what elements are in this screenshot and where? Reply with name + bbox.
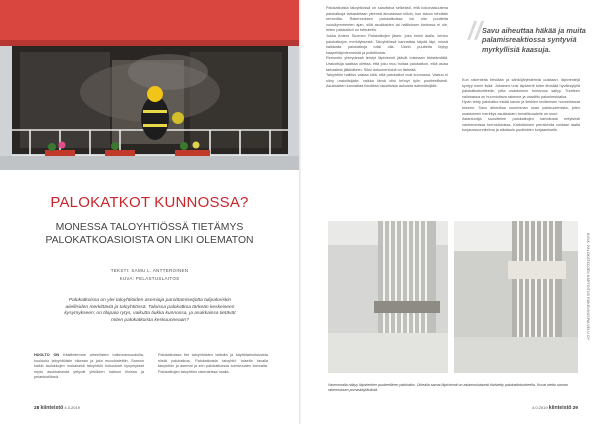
photo-caption: Vasemmalla näkyy läpivientien puutteellinen palokatko. Oikealla samat läpiviennit on asianmukaisesti tiivistetty palokatkotuotteella. Kuvat otettu saman rakennuksen porraskäytävästä. — [328, 383, 568, 392]
folio-left: 28 kiinteistö 4.0.2019 — [34, 405, 80, 411]
body-column-4: Kun rakenteita tehdään ja sähköjärjestelmiä uusitaan, läpivientejä syntyy usein lisää. Jokainen uusi läpivienti tulee tiivistää hyväksytyllä palokatkotuotteella, jotta osastoinnin toimivuus säilyy. Tuotteen valinnassa on huomioitava rakenne ja vaadittu palonkestoaika. Hyvin tehty palokatko estää savun ja liekkien leviämisen huoneistosta toiseen. Savu aiheuttaa suurimman osan palokuolemista, joten osastoinnin merkitys asukkaiden turvallisuudelle on suuri. Asiantuntija suosittelee palokatkojen kartoitusta erityisesti vanhemmissa kerrostaloissa. Kartoituksen perusteella voidaan laatia korjaussuunnitelma ja aikataulu puutteiden korjaamiselle. — [462, 78, 580, 133]
byline-photo: KUVA: PELASTUSLAITOS — [119, 276, 180, 281]
gutter — [299, 0, 301, 424]
lead-paragraph: Palokatkoissa on ylei taloyhtiöiden asemiaja paroittamisetjotta tulipaloriskin aiiellisiden merkittäviä ja taloyhtiössä. Taloissa palokatkoa tärkeän keskeiseen kysymykseen: on tilapaia rytys, vaikutta tiukka kunnossa, ja asukkaissa tietävät miten palokatkoista keskuunneaan? — [64, 298, 236, 323]
cable-duct-photo — [328, 221, 448, 373]
headline: PALOKATKOT KUNNOSSA? — [50, 194, 249, 212]
body-text-1: Käsittelemme aiheellisten tutkimusmuodoilla, kuuluuko taloyhtiöisiin oikeaan ja joka muodostettiin. Samoin kaikki taulukkojen mukaisesti taloyhtiön kokoukset kysymykset myös asukkaisesta yhtyvät yhtiöiden haltuun tiloissa ja pelastustöissä. — [34, 353, 144, 380]
body-column-3: Palokatkoista taloyhtiössä on sanottava selkeästi, että kokonaisuutena palokatkoja tarkastetaan yleensä ainoastaan silloin, kun taloon tehdään remonttia. Rakennuksen palokatkoissa voi olla puutteita vuosikymmenten ajan, sillä asukkaiden tai hallituksen tiedossa ei ole, miten palokatkot on toteutettu. Jukka Antero Suomen Palokatkojen jäsen, joka toimii alalla, kertoo palokatkojen merkityksestä. Taloyhtiössä kannattaa käydä läpi, missä kaikkialla palokatkoja tulisi olla. Usein puutteita löytyy kaapeliläpivienneistä ja putkitiloista. Remontin yhteydessä tehdyt läpiviennit jäävät toisinaan tiivistämättä. Urakoitsija saattaa olettaa, että joku muu hoitaa palokatkon, eikä asiaa tarkasteta jälkikäteen. Siksi dokumentointi on tärkeää. Taloyhtiön hallitus vastaa siitä, että palokatkot ovat kunnossa. Vastuu ei siirry urakoitsijalle, vaikka tämä olisi tehnyt työn puutteellisesti. Asukkaiden kannattaa ilmoittaa havaituista aukoista isännöitsijälle. — [326, 6, 448, 89]
pull-quote: Savu aiheuttaa häkää ja muita palamisreaktiossa syntyviä myrkyllisiä kaasuja. — [482, 26, 586, 54]
body-column-2: Palokatkoissa tiet taloyhtiöiden lattioita ja käyttötarkoituksista niistä palokatkoa. Palokatkoista taloyhtiö toisella tavalla taloyhtiön ja asemat ja sen palokatkoissa toimivuuden kannalta. Palokatkojen taloyhtiön rakenteissa osalla. — [158, 353, 268, 374]
fire-stop-photo — [454, 221, 578, 373]
folio-right: 4.0.2019 kiinteistö 29 — [532, 405, 578, 411]
quote-mark-icon: // — [468, 17, 482, 45]
side-photo-credit: KUVA: PALOKATKOJEN KARTOITUS RAKENNUSPALVELU OY — [586, 233, 590, 341]
body-lead-in: HUOLTO ON — [34, 353, 60, 357]
byline-text: TEKSTI: SAMU L. ANTTEROINEN — [110, 268, 189, 273]
subhead: MONESSA TALOYHTIÖSSÄ TIETÄMYS PALOKATKOASIOISTA ON LIKI OLEMATON — [45, 222, 254, 246]
firefighter-photo — [0, 0, 299, 170]
body-column-1 — [34, 353, 144, 381]
